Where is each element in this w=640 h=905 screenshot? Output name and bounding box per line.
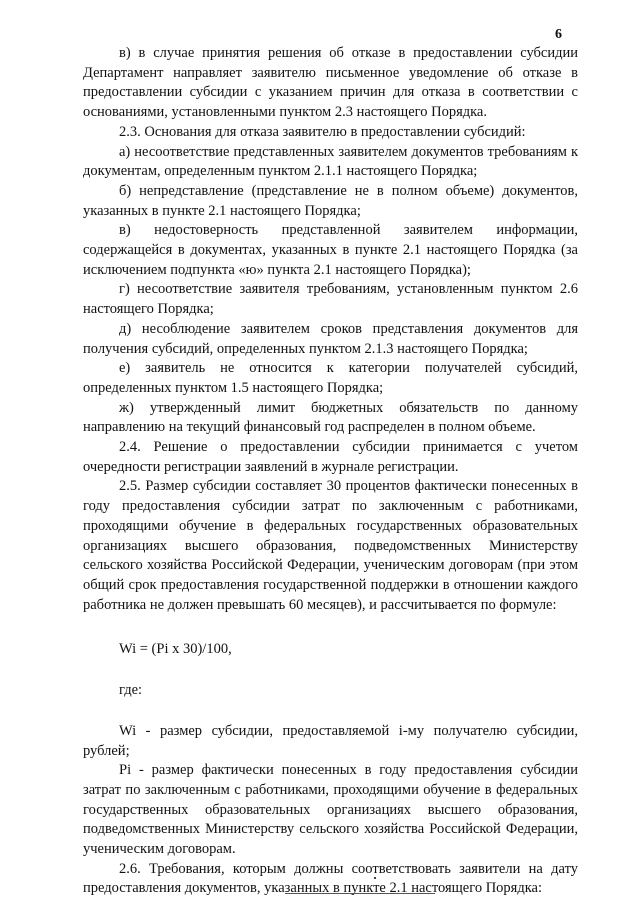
list-item-zh: ж) утвержденный лимит бюджетных обязательств по данному направлению на текущий финансовый год распределен в полном объеме. [83, 399, 578, 436]
formula-where-label: где: [119, 682, 143, 699]
page-number: 6 [555, 27, 562, 42]
definition-pi: Pi - размер фактически понесенных в году предоставления субсидии затрат по заключенным с работниками, проходящими обучение в федеральных государственных образовательных организациях высшего образования, подведомственных Министерству сельского хозяйства Российской Федерации, ученическим договорам. [83, 762, 578, 858]
paragraph-2-3-heading: 2.3. Основания для отказа заявителю в предоставлении субсидий: [119, 123, 526, 140]
footer-rule [285, 893, 435, 894]
paragraph-2-4: 2.4. Решение о предоставлении субсидии принимается с учетом очередности регистрации заявлений в журнале регистрации. [83, 439, 578, 475]
definition-wi: Wi - размер субсидии, предоставляемой i-му получателю субсидии, рублей; [83, 722, 578, 759]
paragraph-2-6: 2.6. Требования, которым должны соответствовать заявители на дату предоставления документов, указанных в пункте 2.1 настоящего Порядка: [83, 860, 578, 897]
list-item-g: г) несоответствие заявителя требованиям, установленным пунктом 2.6 настоящего Порядка; [83, 281, 578, 318]
subsidy-formula: Wi = (Pi x 30)/100, [119, 641, 232, 658]
list-item-v: в) недостоверность представленной заявителем информации, содержащейся в документах, указанных в пункте 2.1 настоящего Порядка (за исключением подпункта «ю» пункта 2.1 настоящего Порядка); [83, 222, 578, 278]
document-body [83, 44, 578, 899]
paragraph-2-5: 2.5. Размер субсидии составляет 30 процентов фактически понесенных в году предоставления субсидии затрат по заключенным с работниками, проходящими обучение в федеральных государственных образовательных организациях высшего образования, подведомственных Министерству сельского хозяйства Российской Федерации, ученическим договорам (при этом общий срок предоставления государственной поддержки в отношении каждого работника не должен превышать 60 месяцев), и рассчитывается по формуле: [83, 478, 578, 613]
list-item-e: е) заявитель не относится к категории получателей субсидий, определенных пунктом 1.5 настоящего Порядка; [83, 360, 578, 396]
list-item-b: б) непредставление (представление не в полном объеме) документов, указанных в пункте 2.1 настоящего Порядка; [83, 182, 578, 219]
scan-artifact [374, 877, 376, 879]
list-item-a: а) несоответствие представленных заявителем документов требованиям к документам, определенным пунктом 2.1.1 настоящего Порядка; [83, 143, 578, 180]
list-item-d: д) несоблюдение заявителем сроков представления документов для получения субсидий, определенных пунктом 2.1.3 настоящего Порядка; [83, 320, 578, 357]
paragraph-refusal-notice: в) в случае принятия решения об отказе в предоставлении субсидии Департамент направляет заявителю письменное уведомление об отказе в предоставлении субсидии с указанием причин для отказа в соответствии с основаниями, установленными пунктом 2.3 настоящего Порядка. [83, 45, 578, 121]
